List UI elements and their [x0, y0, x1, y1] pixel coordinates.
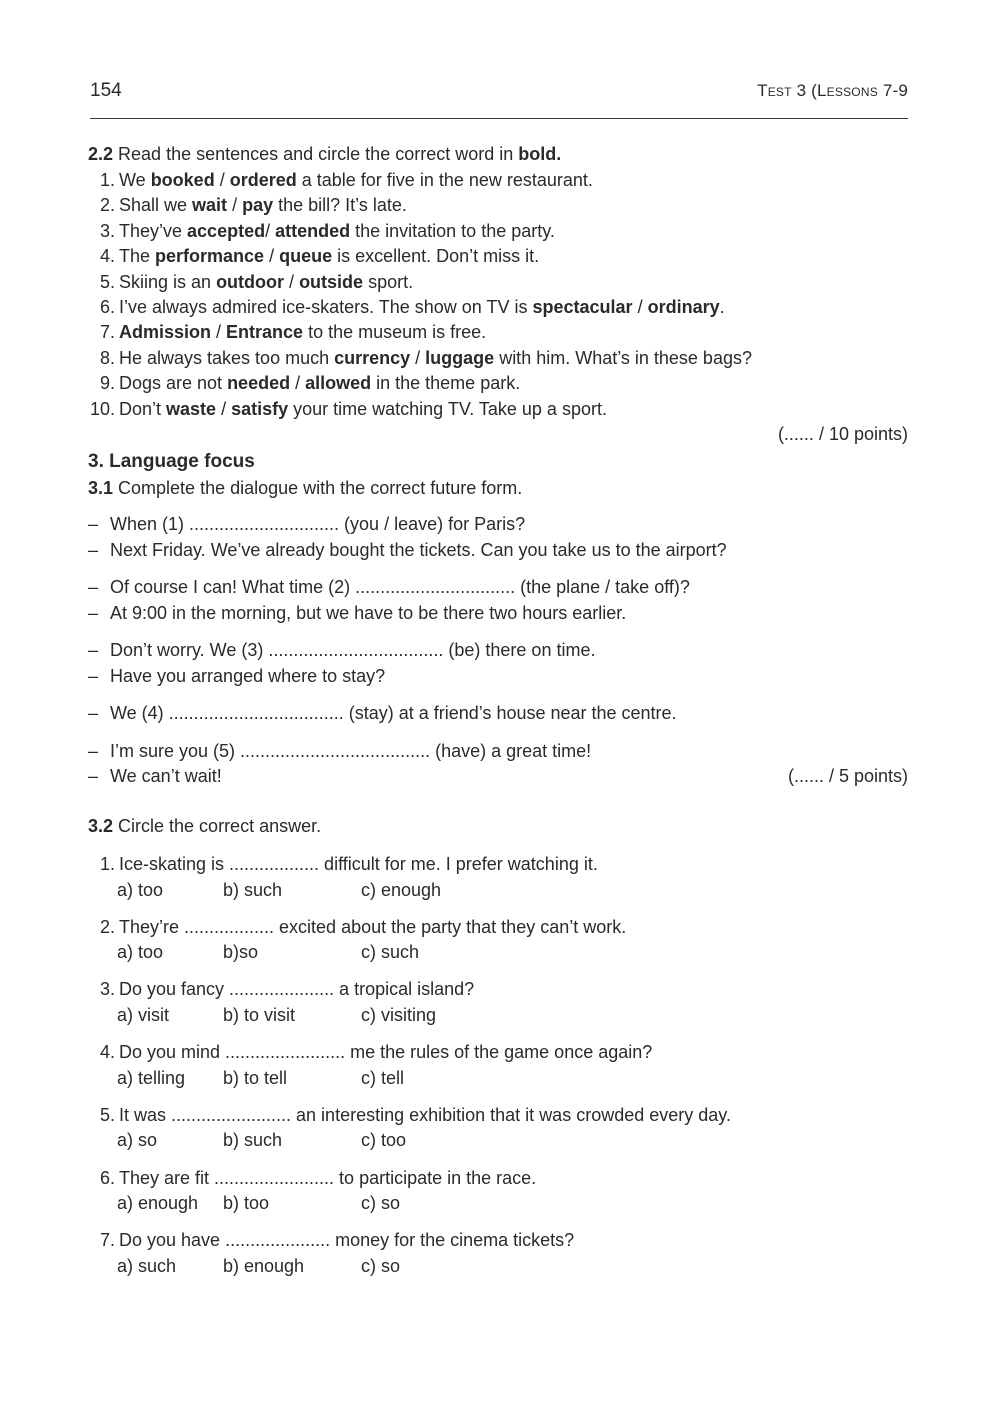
answer-options	[117, 1254, 400, 1280]
page-header	[90, 78, 908, 106]
item-text-before: They’ve	[119, 220, 188, 241]
answer-option-b[interactable]: b) such	[223, 879, 283, 900]
answer-options	[117, 940, 419, 966]
question-number: 5.	[99, 1104, 115, 1125]
word-option-b[interactable]: attended	[275, 220, 351, 241]
answer-option-a[interactable]: a) enough	[117, 1193, 199, 1213]
instruction-text: Read the sentences and circle the correct word in	[113, 144, 519, 164]
dialogue-text: Of course I can! What time (2) ................................ (the plane / take off)?	[110, 577, 690, 597]
dialogue-dash: –	[88, 741, 99, 761]
word-option-a[interactable]: wait	[192, 195, 228, 216]
answer-option-c[interactable]: c) visiting	[361, 1004, 437, 1025]
instruction-text: Circle the correct answer.	[113, 816, 322, 836]
exercise-item	[88, 397, 607, 423]
exercise-item	[88, 168, 593, 194]
word-option-a[interactable]: accepted	[187, 220, 266, 241]
exercise-item	[88, 371, 520, 397]
item-text-after: the bill? It’s late.	[273, 195, 407, 216]
dialogue-line	[88, 764, 222, 790]
question-stem	[88, 977, 474, 1003]
answer-options	[117, 1191, 400, 1217]
item-text-after: your time watching TV. Take up a sport.	[288, 398, 607, 419]
page-number: 154	[90, 80, 122, 101]
question-text: Do you fancy ..................... a tropical island?	[119, 979, 475, 1000]
answer-option-a[interactable]: a) visit	[117, 1004, 170, 1025]
section-label: 3.2	[88, 816, 114, 836]
question-number: 6.	[99, 1167, 115, 1188]
option-separator: /	[632, 297, 648, 317]
option-separator: /	[284, 271, 300, 292]
dialogue-dash: –	[88, 766, 99, 786]
exercise-item	[88, 270, 413, 296]
question-stem	[88, 1103, 731, 1129]
dialogue-text: I’m sure you (5) ...................................... (have) a great time!	[110, 741, 592, 761]
question-stem	[88, 1166, 536, 1192]
item-text-before: Shall we	[119, 195, 193, 216]
item-text-before: Skiing is an	[119, 271, 217, 292]
dialogue-text: At 9:00 in the morning, but we have to be there two hours earlier.	[110, 603, 627, 623]
exercise-item	[88, 320, 486, 346]
item-number: 2.	[99, 195, 115, 216]
word-option-b[interactable]: ordered	[229, 170, 297, 190]
item-text-after: .	[719, 297, 725, 317]
answer-option-a[interactable]: a) too	[117, 942, 164, 963]
answer-option-c[interactable]: c) too	[361, 1130, 407, 1151]
option-separator: /	[227, 195, 243, 216]
dialogue-line	[88, 739, 591, 765]
item-text-before: Dogs are not	[119, 373, 228, 394]
word-option-b[interactable]: luggage	[425, 347, 495, 368]
option-separator: /	[211, 322, 227, 343]
question-number: 3.	[99, 979, 115, 1000]
item-number: 7.	[99, 322, 115, 343]
dialogue-line	[88, 701, 677, 727]
item-number: 5.	[99, 271, 115, 292]
dialogue-text: Have you arranged where to stay?	[110, 666, 386, 686]
question-text: It was ........................ an interesting exhibition that it was crowded every day.	[119, 1104, 731, 1125]
item-number: 1.	[99, 170, 115, 190]
instruction-bold: bold.	[518, 144, 562, 164]
dialogue-dash: –	[88, 603, 99, 623]
answer-options	[117, 1066, 404, 1092]
option-separator: /	[290, 373, 306, 394]
item-number: 6.	[99, 297, 115, 317]
exercise-item	[88, 295, 725, 321]
question-number: 7.	[99, 1230, 115, 1251]
dialogue-dash: –	[88, 640, 99, 660]
section-2-2-instruction	[88, 142, 561, 168]
item-text-after: to the museum is free.	[303, 322, 487, 343]
section-3-2-instruction	[88, 814, 321, 840]
dialogue-text: Next Friday. We’ve already bought the tickets. Can you take us to the airport?	[110, 540, 727, 560]
running-title: Test 3 (Lessons 7-9	[757, 81, 908, 100]
option-separator: /	[216, 398, 232, 419]
item-number: 3.	[99, 220, 115, 241]
question-stem	[88, 915, 626, 941]
word-option-a[interactable]: needed	[227, 373, 291, 394]
item-text-after: the invitation to the party.	[350, 220, 555, 241]
item-text-after: sport.	[363, 271, 414, 292]
dialogue-text: Don’t worry. We (3) ................................... (be) there on time.	[110, 640, 596, 660]
question-stem	[88, 852, 598, 878]
dialogue-line	[88, 538, 727, 564]
section-label: 2.2	[88, 144, 114, 164]
dialogue-line	[88, 638, 595, 664]
question-text: Do you mind ........................ me the rules of the game once again?	[119, 1042, 653, 1063]
word-option-b[interactable]: Entrance	[226, 322, 304, 343]
question-text: They are fit ........................ to participate in the race.	[119, 1167, 537, 1188]
item-number: 4.	[99, 246, 115, 267]
exercise-item	[88, 346, 752, 372]
item-text-before: The	[119, 246, 156, 267]
dialogue-text: When (1) .............................. (you / leave) for Paris?	[110, 514, 526, 534]
option-separator: /	[214, 170, 230, 190]
instruction-text: Complete the dialogue with the correct future form.	[113, 478, 523, 498]
dialogue-text: We can’t wait!	[110, 766, 222, 786]
dialogue-line	[88, 601, 626, 627]
dialogue-line	[88, 575, 690, 601]
item-text-after: with him. What’s in these bags?	[494, 347, 752, 368]
word-option-b[interactable]: satisfy	[231, 398, 289, 419]
answer-option-b[interactable]: b) to tell	[223, 1067, 288, 1088]
dialogue-dash: –	[88, 666, 99, 686]
dialogue-dash: –	[88, 540, 99, 560]
question-number: 4.	[99, 1042, 115, 1063]
section-3-heading: 3. Language focus	[88, 451, 255, 472]
word-option-a[interactable]: performance	[155, 246, 265, 267]
header-divider	[90, 118, 908, 119]
answer-option-a[interactable]: a) telling	[117, 1067, 186, 1088]
answer-option-a[interactable]: a) so	[117, 1130, 158, 1151]
answer-option-c[interactable]: c) enough	[361, 879, 442, 900]
word-option-b[interactable]: outside	[299, 271, 364, 292]
answer-options	[117, 1128, 406, 1154]
answer-option-b[interactable]: b) to visit	[223, 1004, 296, 1025]
answer-option-c[interactable]: c) such	[361, 942, 420, 963]
item-text-before: I’ve always admired ice-skaters. The show on TV is	[119, 297, 533, 317]
option-separator: /	[265, 220, 276, 241]
option-separator: /	[410, 347, 426, 368]
exercise-item	[88, 244, 539, 270]
question-stem	[88, 1228, 574, 1254]
section-label: 3.1	[88, 478, 114, 498]
question-stem	[88, 1040, 652, 1066]
word-option-b[interactable]: queue	[279, 246, 333, 267]
answer-option-a[interactable]: a) too	[117, 879, 164, 900]
question-number: 1.	[99, 854, 115, 874]
dialogue-dash: –	[88, 703, 99, 723]
section-3-1-instruction	[88, 476, 522, 502]
section-2-2-points: (...... / 10 points)	[777, 424, 908, 444]
item-number: 9.	[99, 373, 115, 394]
answer-option-b[interactable]: b) such	[223, 1130, 283, 1151]
answer-option-b[interactable]: b)so	[223, 942, 259, 963]
dialogue-dash: –	[88, 514, 99, 534]
item-text-before: He always takes too much	[119, 347, 335, 368]
exercise-item	[88, 193, 407, 219]
dialogue-dash: –	[88, 577, 99, 597]
item-text-before: We	[119, 170, 151, 190]
word-option-a[interactable]: booked	[150, 170, 215, 190]
word-option-a[interactable]: currency	[334, 347, 411, 368]
dialogue-text: We (4) ................................... (stay) at a friend’s house near the centre.	[110, 703, 677, 723]
item-text-before: Don’t	[119, 398, 167, 419]
item-text-after: is excellent. Don’t miss it.	[332, 246, 540, 267]
answer-option-c[interactable]: c) so	[361, 1193, 401, 1213]
dialogue-line	[88, 512, 525, 538]
item-text-after: in the theme park.	[371, 373, 521, 394]
option-separator: /	[264, 246, 280, 267]
answer-options	[117, 878, 441, 904]
item-number: 10.	[89, 398, 115, 419]
dialogue-line	[88, 664, 385, 690]
section-3-1-points: (...... / 5 points)	[787, 766, 908, 786]
item-text-after: a table for five in the new restaurant.	[296, 170, 593, 190]
answer-options	[117, 1003, 436, 1029]
word-option-b[interactable]: pay	[242, 195, 274, 216]
question-text: Do you have ..................... money for the cinema tickets?	[119, 1230, 575, 1251]
item-number: 8.	[99, 347, 115, 368]
word-option-a[interactable]: outdoor	[216, 271, 285, 292]
word-option-a[interactable]: Admission	[119, 322, 212, 343]
question-text: They’re .................. excited about the party that they can’t work.	[119, 916, 627, 937]
word-option-b[interactable]: allowed	[305, 373, 372, 394]
answer-option-b[interactable]: b) enough	[223, 1255, 305, 1276]
word-option-a[interactable]: waste	[166, 398, 217, 419]
word-option-b[interactable]: ordinary	[647, 297, 720, 317]
question-text: Ice-skating is .................. difficult for me. I prefer watching it.	[119, 854, 598, 874]
exercise-item	[88, 219, 555, 245]
answer-option-c[interactable]: c) tell	[361, 1067, 405, 1088]
answer-option-a[interactable]: a) such	[117, 1255, 177, 1276]
answer-option-c[interactable]: c) so	[361, 1255, 401, 1276]
word-option-a[interactable]: spectacular	[532, 297, 633, 317]
answer-option-b[interactable]: b) too	[223, 1193, 270, 1213]
question-number: 2.	[99, 916, 115, 937]
